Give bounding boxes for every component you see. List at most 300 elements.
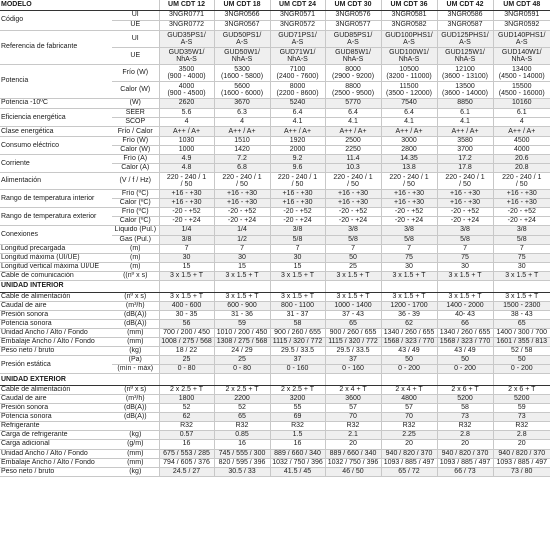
spec-label: Carga adicional xyxy=(0,440,112,449)
spec-value: A++ / A+ xyxy=(214,127,270,137)
spec-value: 7 xyxy=(325,244,381,253)
spec-value: 20.8 xyxy=(493,164,550,173)
spec-value: 15 xyxy=(214,262,270,271)
model-name: UM CDT 42 xyxy=(437,0,493,11)
spec-value: 20.6 xyxy=(493,155,550,164)
spec-value: 8800 (2500 - 9500) xyxy=(325,82,381,99)
spec-value: 4.1 xyxy=(381,118,437,127)
spec-value: 1000 xyxy=(159,146,214,155)
spec-value: 1920 xyxy=(270,137,325,146)
section-title: MODELO xyxy=(0,0,159,11)
spec-value: 62 xyxy=(159,413,214,422)
spec-row xyxy=(0,301,550,310)
spec-value: 66 xyxy=(437,319,493,328)
spec-label: Potencia sonora xyxy=(0,319,112,328)
spec-value: +16 - +30 xyxy=(214,190,270,199)
spec-value: +16 - +30 xyxy=(437,190,493,199)
spec-label: Presión sonora xyxy=(0,404,112,413)
spec-value: 0 - 200 xyxy=(437,365,493,374)
spec-value: +16 - +30 xyxy=(381,199,437,208)
spec-value: 59 xyxy=(214,319,270,328)
spec-label: Longitud vertical máxima UI/UE xyxy=(0,262,112,271)
spec-value: GUD140PHS1/ A-S xyxy=(493,31,550,48)
spec-value: GUD71PS1/ A-S xyxy=(270,31,325,48)
spec-value: GUD100PHS1/ A-S xyxy=(381,31,437,48)
spec-row xyxy=(0,422,550,431)
spec-value: 4 xyxy=(214,118,270,127)
spec-value: 75 xyxy=(493,253,550,262)
spec-value: 5770 xyxy=(325,99,381,109)
spec-label: Caudal de aire xyxy=(0,301,112,310)
spec-value: 30 - 35 xyxy=(159,310,214,319)
spec-label: Consumo eléctrico xyxy=(0,137,112,155)
spec-value: 889 / 660 / 340 xyxy=(270,449,325,458)
spec-unit: Gas (Pul.) xyxy=(112,235,159,244)
spec-unit: ((nº x s) xyxy=(112,271,159,280)
spec-value: 2000 xyxy=(270,146,325,155)
spec-unit: (Pa) xyxy=(112,356,159,365)
section-title: UNIDAD EXTERIOR xyxy=(0,374,159,386)
spec-value: 0 - 200 xyxy=(493,365,550,374)
spec-row xyxy=(0,431,550,440)
spec-unit: UI xyxy=(112,31,159,48)
spec-value: 70 xyxy=(325,413,381,422)
spec-value: 7 xyxy=(270,244,325,253)
spec-value: 745 / 555 / 300 xyxy=(214,449,270,458)
spec-value: 1200 - 1700 xyxy=(381,301,437,310)
spec-value: 31 - 37 xyxy=(270,310,325,319)
spec-unit: SEER xyxy=(112,109,159,118)
spec-value: 73 xyxy=(437,413,493,422)
spec-row xyxy=(0,337,550,346)
spec-value: -20 - +24 xyxy=(159,217,214,226)
spec-value: 4000 xyxy=(493,146,550,155)
spec-value: 65 xyxy=(325,319,381,328)
spec-value: 52 xyxy=(159,404,214,413)
spec-value: -20 - +24 xyxy=(437,217,493,226)
spec-value: 0 - 80 xyxy=(159,365,214,374)
spec-value: 70 xyxy=(381,413,437,422)
spec-value: GUD85PS1/ A-S xyxy=(325,31,381,48)
spec-value: 1093 / 885 / 497 xyxy=(493,458,550,467)
spec-value: 3NGR0572 xyxy=(270,21,325,31)
spec-value: GUD140W1/ NhA-S xyxy=(493,48,550,65)
spec-value: 1093 / 885 / 497 xyxy=(381,458,437,467)
spec-label: Rango de temperatura exterior xyxy=(0,208,112,226)
spec-value: 5/8 xyxy=(493,235,550,244)
spec-value: 3NGR0577 xyxy=(325,21,381,31)
spec-value: 1340 / 260 / 655 xyxy=(381,328,437,337)
spec-row xyxy=(0,262,550,271)
spec-value: 46 / 50 xyxy=(325,467,381,476)
spec-row xyxy=(0,11,550,21)
spec-value: 9.6 xyxy=(270,164,325,173)
spec-value: 16 xyxy=(214,440,270,449)
spec-value: 1093 / 885 / 497 xyxy=(437,458,493,467)
spec-value: 3NGR0576 xyxy=(325,11,381,21)
spec-value: -20 - +52 xyxy=(493,208,550,217)
spec-value: 4800 xyxy=(381,395,437,404)
spec-value: 6.1 xyxy=(493,109,550,118)
spec-value: 3600 xyxy=(325,395,381,404)
spec-value: 1/4 xyxy=(159,226,214,235)
spec-value: R32 xyxy=(159,422,214,431)
spec-unit: (dB(A)) xyxy=(112,319,159,328)
section-spacer xyxy=(437,280,493,292)
spec-row xyxy=(0,226,550,235)
spec-label: Conexiones xyxy=(0,226,112,244)
spec-value: 30 xyxy=(381,262,437,271)
spec-value: 2.1 xyxy=(325,431,381,440)
spec-unit: (m) xyxy=(112,262,159,271)
spec-value: 16 xyxy=(159,440,214,449)
spec-value: 3 x 1.5 + T xyxy=(159,271,214,280)
spec-value: 2200 xyxy=(214,395,270,404)
spec-label: Refrigerante xyxy=(0,422,112,431)
spec-unit: (mm) xyxy=(112,449,159,458)
spec-row xyxy=(0,244,550,253)
spec-value: 1115 / 320 / 772 xyxy=(325,337,381,346)
spec-value: 37 xyxy=(325,356,381,365)
spec-value: 25 xyxy=(159,356,214,365)
spec-unit: (mm) xyxy=(112,337,159,346)
spec-value: R32 xyxy=(214,422,270,431)
spec-value: 17.2 xyxy=(437,155,493,164)
spec-value: +16 - +30 xyxy=(493,190,550,199)
spec-value: 20 xyxy=(381,440,437,449)
spec-row xyxy=(0,347,550,356)
spec-value: 3NGR0587 xyxy=(437,21,493,31)
spec-value: 3000 xyxy=(381,137,437,146)
spec-unit: Calor (W) xyxy=(112,82,159,99)
spec-value: 3NGR0592 xyxy=(493,21,550,31)
spec-label: Carga de refrigerante xyxy=(0,431,112,440)
spec-label: Unidad Ancho / Alto / Fondo xyxy=(0,449,112,458)
spec-value: 6.4 xyxy=(270,109,325,118)
spec-label: Eficiencia energética xyxy=(0,109,112,127)
spec-row xyxy=(0,155,550,164)
spec-value: 400 - 600 xyxy=(159,301,214,310)
spec-label: Potencia xyxy=(0,65,112,99)
spec-value: 1010 / 200 / 450 xyxy=(214,328,270,337)
spec-value: 940 / 820 / 370 xyxy=(493,449,550,458)
spec-value: 1568 / 323 / 770 xyxy=(437,337,493,346)
spec-value: 8000 (2900 - 9200) xyxy=(325,65,381,82)
spec-value: 2620 xyxy=(159,99,214,109)
spec-label: Presión estática xyxy=(0,356,112,374)
spec-row xyxy=(0,310,550,319)
section-spacer xyxy=(325,374,381,386)
spec-value: 3 x 1.5 + T xyxy=(270,271,325,280)
spec-value: 3700 xyxy=(437,146,493,155)
spec-value: R32 xyxy=(493,422,550,431)
spec-value: 0 - 160 xyxy=(325,365,381,374)
spec-value: A++ / A+ xyxy=(381,127,437,137)
spec-value: GUD100W1/ NhA-S xyxy=(381,48,437,65)
spec-value: 1032 / 750 / 396 xyxy=(270,458,325,467)
spec-value: 3 x 1.5 + T xyxy=(214,292,270,301)
spec-value: 220 - 240 / 1 / 50 xyxy=(270,173,325,190)
spec-value: 9.2 xyxy=(270,155,325,164)
spec-value: 38 - 43 xyxy=(493,310,550,319)
spec-unit: Frío (W) xyxy=(112,65,159,82)
spec-value: GUD50PS1/ A-S xyxy=(214,31,270,48)
spec-value: 17.8 xyxy=(437,164,493,173)
spec-unit: Calor (W) xyxy=(112,146,159,155)
spec-value: 16 xyxy=(270,440,325,449)
spec-value: 25 xyxy=(325,262,381,271)
spec-value: R32 xyxy=(270,422,325,431)
spec-value: 31 - 36 xyxy=(214,310,270,319)
spec-value: 7 xyxy=(159,244,214,253)
spec-value: 73 xyxy=(493,413,550,422)
section-spacer xyxy=(381,280,437,292)
spec-unit: Frío (W) xyxy=(112,137,159,146)
spec-value: 13500 (3600 - 14000) xyxy=(437,82,493,99)
spec-unit: (m³/h) xyxy=(112,395,159,404)
spec-value: 15 xyxy=(270,262,325,271)
spec-value: 4.1 xyxy=(325,118,381,127)
spec-value: 3NGR0571 xyxy=(270,11,325,21)
spec-value: 2 x 2.5 + T xyxy=(214,386,270,395)
spec-unit: Frío / Calor xyxy=(112,127,159,137)
spec-value: 3670 xyxy=(214,99,270,109)
spec-value: 5240 xyxy=(270,99,325,109)
spec-value: R32 xyxy=(381,422,437,431)
spec-value: 5600 (1600 - 6000) xyxy=(214,82,270,99)
spec-row xyxy=(0,328,550,337)
spec-unit: (m) xyxy=(112,253,159,262)
spec-value: 29.5 / 33.5 xyxy=(270,347,325,356)
spec-value: 1510 xyxy=(214,137,270,146)
spec-value: 3/8 xyxy=(437,226,493,235)
spec-value: 58 xyxy=(437,404,493,413)
spec-row xyxy=(0,99,550,109)
spec-row xyxy=(0,271,550,280)
spec-value: 52 / 58 xyxy=(493,347,550,356)
section-spacer xyxy=(493,280,550,292)
spec-value: 50 xyxy=(493,356,550,365)
spec-label: Referencia de fabricante xyxy=(0,31,112,65)
spec-value: 10160 xyxy=(493,99,550,109)
spec-value: 59 xyxy=(493,404,550,413)
spec-value: 75 xyxy=(437,253,493,262)
spec-value: 220 - 240 / 1 / 50 xyxy=(159,173,214,190)
spec-unit: (m³/h) xyxy=(112,301,159,310)
spec-unit: (m) xyxy=(112,244,159,253)
spec-value: GUD85W1/ NhA-S xyxy=(325,48,381,65)
spec-unit: Calor (A) xyxy=(112,164,159,173)
spec-value: 2800 xyxy=(381,146,437,155)
spec-value: 5200 xyxy=(493,395,550,404)
spec-value: 3NGR0582 xyxy=(381,21,437,31)
spec-row xyxy=(0,386,550,395)
spec-label: Corriente xyxy=(0,155,112,173)
spec-label: Peso neto / bruto xyxy=(0,467,112,476)
model-name: UM CDT 36 xyxy=(381,0,437,11)
spec-value: 220 - 240 / 1 / 50 xyxy=(214,173,270,190)
spec-value: 2 x 6 + T xyxy=(493,386,550,395)
spec-value: 6.4 xyxy=(381,109,437,118)
spec-value: 30 xyxy=(159,253,214,262)
section-spacer xyxy=(270,280,325,292)
spec-value: GUD71W1/ NhA-S xyxy=(270,48,325,65)
spec-value: 11500 (3500 - 12000) xyxy=(381,82,437,99)
spec-value: R32 xyxy=(325,422,381,431)
spec-value: 30 xyxy=(437,262,493,271)
spec-value: 69 xyxy=(270,413,325,422)
spec-value: 15 xyxy=(159,262,214,271)
spec-value: 2.8 xyxy=(493,431,550,440)
spec-value: 24 / 29 xyxy=(214,347,270,356)
spec-value: -20 - +52 xyxy=(270,208,325,217)
spec-value: 5/8 xyxy=(270,235,325,244)
spec-value: -20 - +24 xyxy=(381,217,437,226)
spec-unit: (dB(A)) xyxy=(112,310,159,319)
spec-value: 14.35 xyxy=(381,155,437,164)
spec-value: 2.25 xyxy=(381,431,437,440)
spec-value: GUD35W1/ NhA-S xyxy=(159,48,214,65)
spec-row xyxy=(0,413,550,422)
spec-value: 5/8 xyxy=(325,235,381,244)
spec-value: 3 x 1.5 + T xyxy=(437,292,493,301)
spec-value: 900 / 260 / 655 xyxy=(325,328,381,337)
spec-value: +16 - +30 xyxy=(270,199,325,208)
spec-value: 7 xyxy=(381,244,437,253)
spec-value: 4500 xyxy=(493,137,550,146)
spec-value: 8850 xyxy=(437,99,493,109)
spec-value: 1308 / 275 / 568 xyxy=(214,337,270,346)
spec-unit: UE xyxy=(112,21,159,31)
section-spacer xyxy=(159,374,214,386)
spec-value: -20 - +24 xyxy=(270,217,325,226)
spec-value: 3500 (900 - 4000) xyxy=(159,65,214,82)
spec-unit: UE xyxy=(112,48,159,65)
spec-value: +16 - +30 xyxy=(270,190,325,199)
spec-unit: (kg) xyxy=(112,467,159,476)
spec-value: 675 / 553 / 285 xyxy=(159,449,214,458)
spec-unit: Frío (A) xyxy=(112,155,159,164)
spec-label: Presión sonora xyxy=(0,310,112,319)
spec-value: 4 xyxy=(493,118,550,127)
spec-value: 2.8 xyxy=(437,431,493,440)
model-name: UM CDT 18 xyxy=(214,0,270,11)
spec-value: A++ / A+ xyxy=(270,127,325,137)
spec-value: 2250 xyxy=(325,146,381,155)
spec-unit: Calor (ºC) xyxy=(112,217,159,226)
section-spacer xyxy=(214,374,270,386)
spec-value: 3NGR0566 xyxy=(214,11,270,21)
spec-row xyxy=(0,292,550,301)
spec-row xyxy=(0,127,550,137)
spec-value: +16 - +30 xyxy=(325,199,381,208)
spec-value: 1420 xyxy=(214,146,270,155)
spec-value: 37 xyxy=(270,356,325,365)
spec-unit: (mm) xyxy=(112,328,159,337)
spec-value: 5300 (1600 - 5800) xyxy=(214,65,270,82)
spec-value: 10.3 xyxy=(325,164,381,173)
spec-value: 889 / 660 / 340 xyxy=(325,449,381,458)
spec-unit: Calor (ºC) xyxy=(112,199,159,208)
spec-value: 700 / 200 / 450 xyxy=(159,328,214,337)
spec-value: 5.6 xyxy=(159,109,214,118)
spec-value: 4000 (900 - 4500) xyxy=(159,82,214,99)
spec-value: 56 xyxy=(159,319,214,328)
spec-value: 40- 43 xyxy=(437,310,493,319)
spec-value: 50 xyxy=(325,253,381,262)
spec-value: 30 xyxy=(493,262,550,271)
spec-label: Cable de alimentación xyxy=(0,292,112,301)
spec-value: 1568 / 323 / 770 xyxy=(381,337,437,346)
spec-value: 4.8 xyxy=(159,164,214,173)
spec-value: 1800 xyxy=(159,395,214,404)
spec-value: 3580 xyxy=(437,137,493,146)
spec-value: 940 / 820 / 370 xyxy=(381,449,437,458)
spec-unit: (dB(A)) xyxy=(112,413,159,422)
spec-value: 30 xyxy=(214,253,270,262)
spec-value: 3NGR0771 xyxy=(159,11,214,21)
spec-label: Clase energética xyxy=(0,127,112,137)
spec-value: 4.1 xyxy=(437,118,493,127)
section-spacer xyxy=(493,374,550,386)
spec-label: Unidad Ancho / Alto / Fondo xyxy=(0,328,112,337)
spec-value: 0 - 160 xyxy=(270,365,325,374)
section-spacer xyxy=(159,280,214,292)
spec-value: 1000 - 1400 xyxy=(325,301,381,310)
spec-value: 7100 (2400 - 7600) xyxy=(270,65,325,82)
section-header xyxy=(0,280,550,292)
spec-value: 3NGR0591 xyxy=(493,11,550,21)
spec-value: 43 / 49 xyxy=(437,347,493,356)
spec-value: 58 xyxy=(270,319,325,328)
spec-value: A++ / A+ xyxy=(325,127,381,137)
spec-value: +16 - +30 xyxy=(214,199,270,208)
model-name: UM CDT 48 xyxy=(493,0,550,11)
spec-value: 43 / 49 xyxy=(381,347,437,356)
spec-row xyxy=(0,109,550,118)
spec-value: 65 / 72 xyxy=(381,467,437,476)
spec-value: GUD125PHS1/ A-S xyxy=(437,31,493,48)
spec-value: 6.1 xyxy=(437,109,493,118)
spec-value: 7 xyxy=(214,244,270,253)
spec-value: 1601 / 355 / 813 xyxy=(493,337,550,346)
spec-value: 11.4 xyxy=(325,155,381,164)
spec-value: 65 xyxy=(214,413,270,422)
spec-unit: (nº x s) xyxy=(112,292,159,301)
spec-row xyxy=(0,395,550,404)
spec-value: 2 x 4 + T xyxy=(325,386,381,395)
spec-row xyxy=(0,173,550,190)
spec-value: 12100 (3600 - 13100) xyxy=(437,65,493,82)
section-spacer xyxy=(325,280,381,292)
spec-unit: (nº x s) xyxy=(112,386,159,395)
spec-unit: (g/m) xyxy=(112,440,159,449)
spec-unit: (kg) xyxy=(112,431,159,440)
section-spacer xyxy=(381,374,437,386)
spec-value: 4 xyxy=(159,118,214,127)
spec-value: 220 - 240 / 1 / 50 xyxy=(493,173,550,190)
spec-row xyxy=(0,356,550,365)
spec-value: 41.5 / 45 xyxy=(270,467,325,476)
spec-value: 75 xyxy=(381,253,437,262)
spec-value: 18 / 22 xyxy=(159,347,214,356)
spec-value: 3 x 1.5 + T xyxy=(493,292,550,301)
spec-value: 1/4 xyxy=(214,226,270,235)
spec-value: 73 / 80 xyxy=(493,467,550,476)
spec-value: 65 xyxy=(493,319,550,328)
spec-label: Rango de temperatura interior xyxy=(0,190,112,208)
spec-row xyxy=(0,65,550,82)
